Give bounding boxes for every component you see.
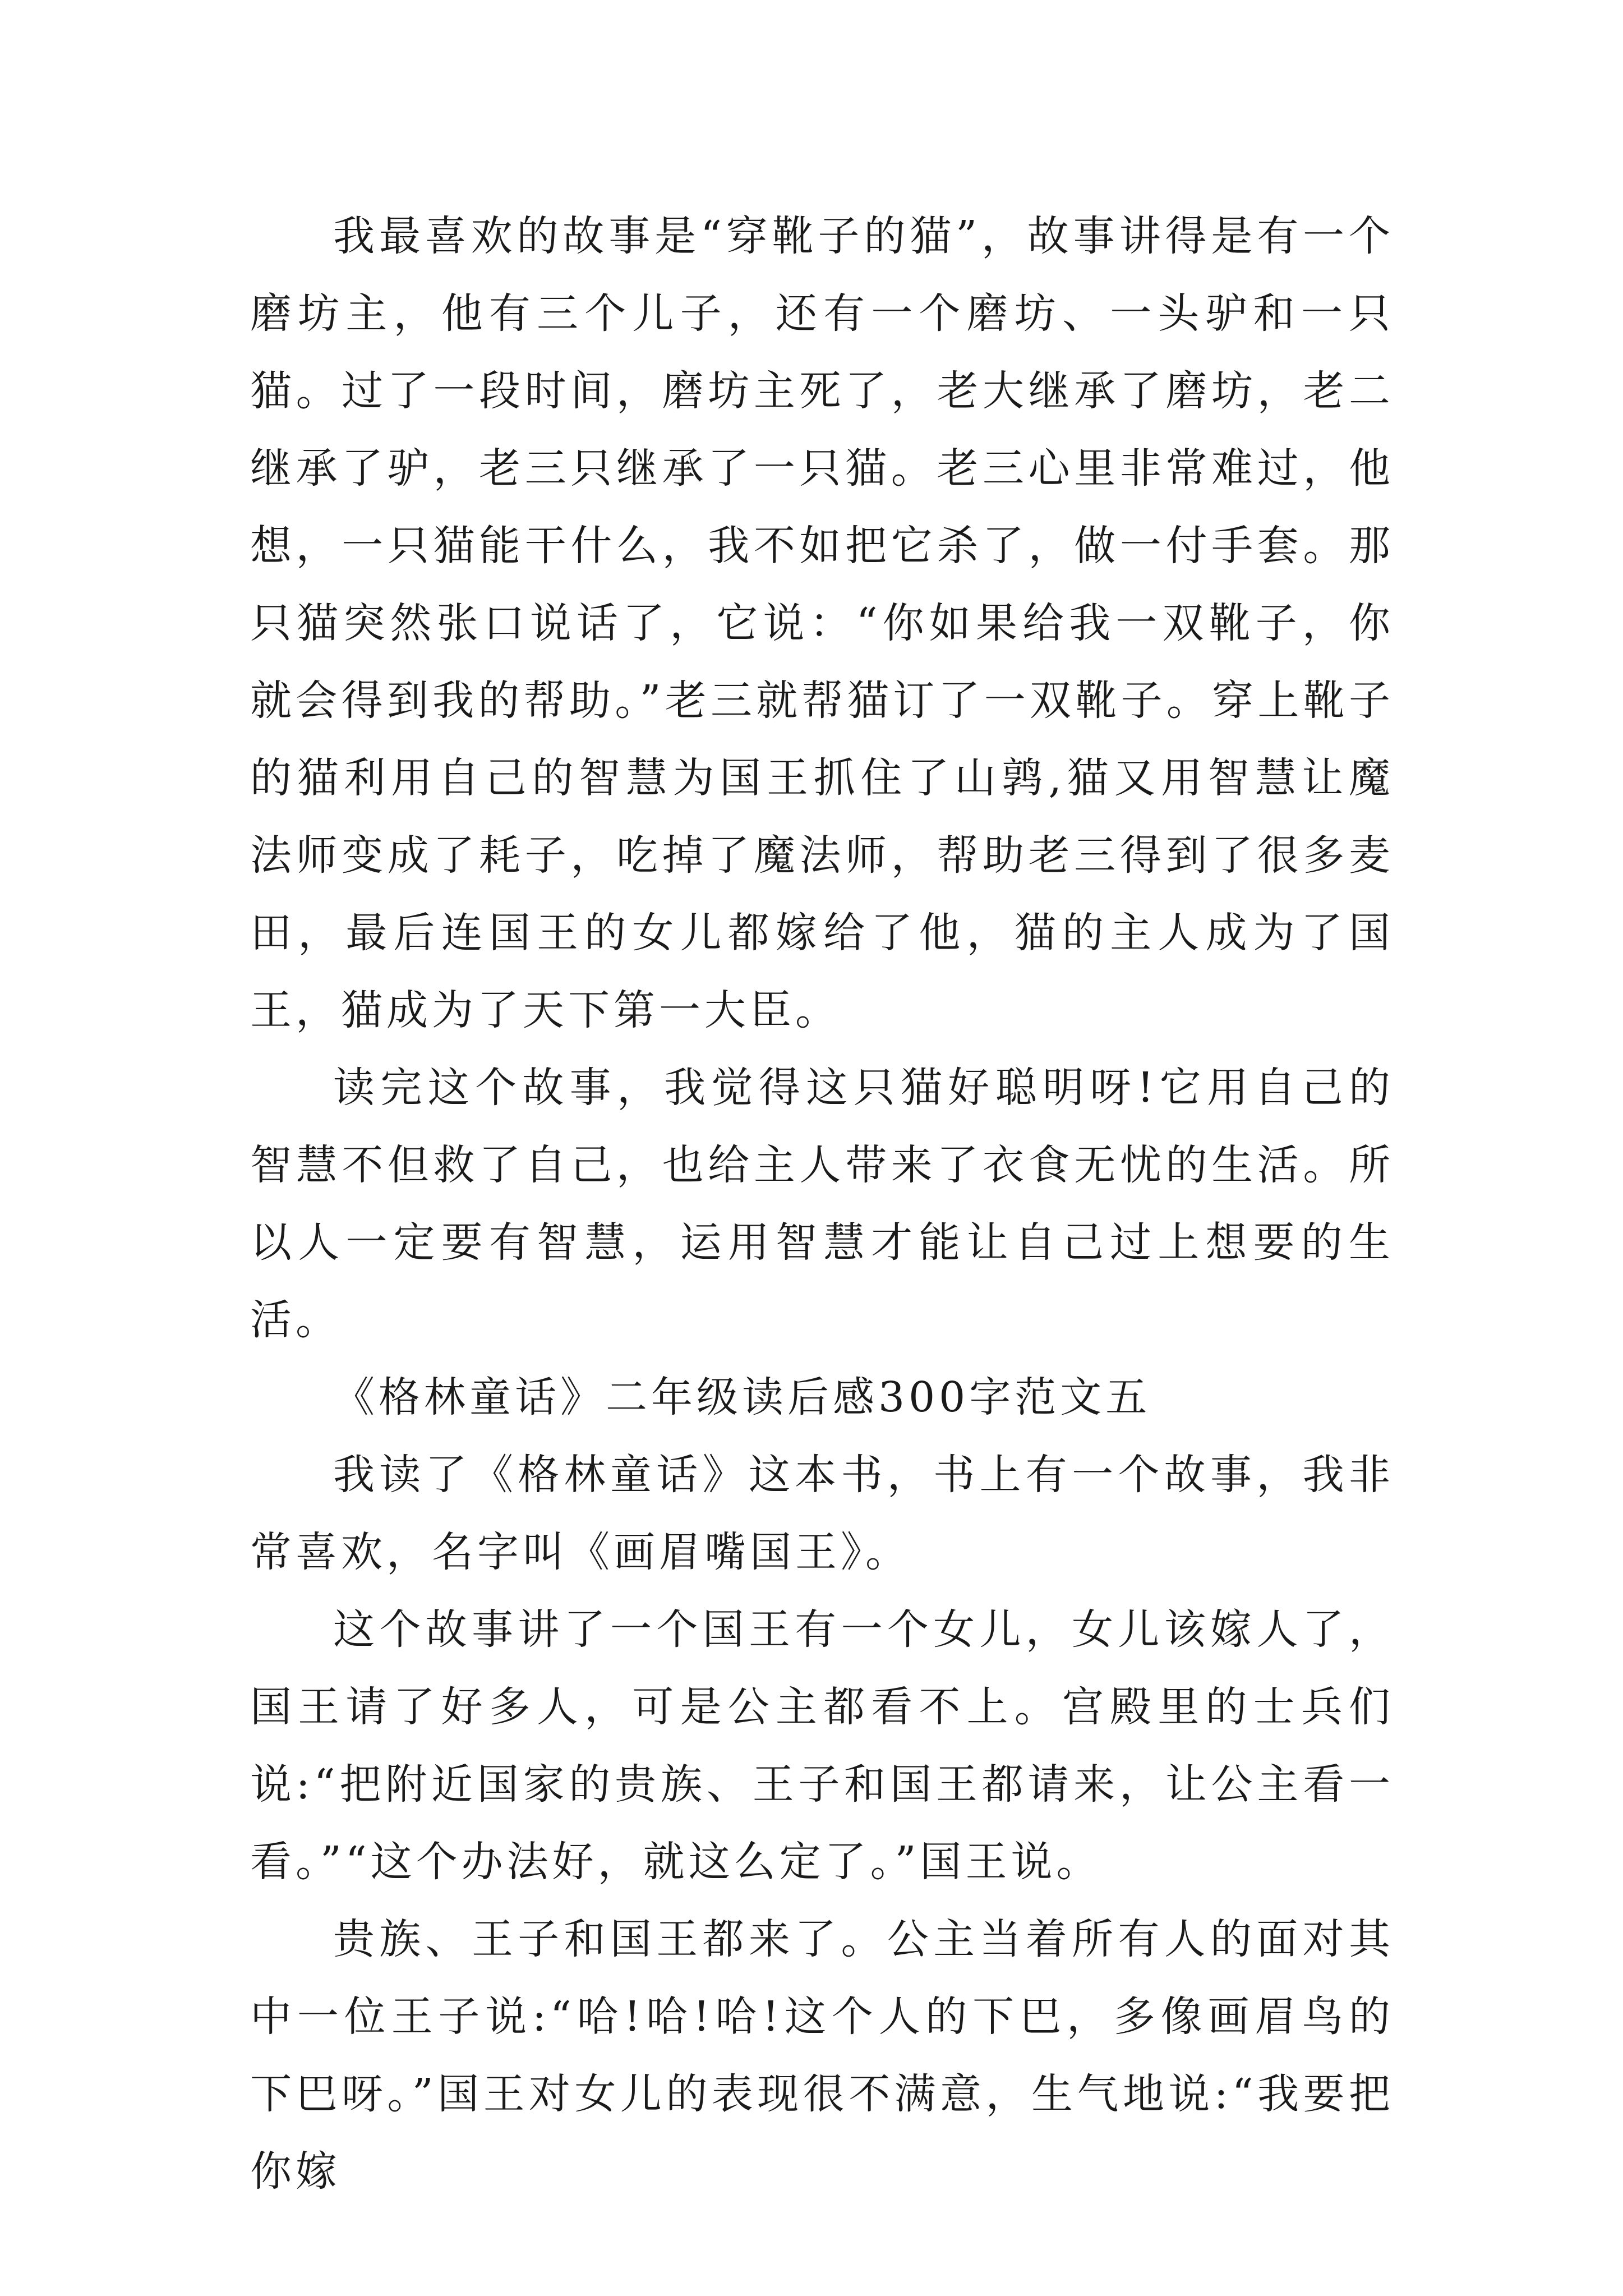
story-continued-paragraph: 贵族、王子和国王都来了。公主当着所有人的面对其中一位王子说:“哈!哈!哈!这个人的下巴，多像画眉鸟的下巴呀。”国王对女儿的表现很不满意，生气地说:“我要把你嫁	[250, 1915, 1394, 2196]
intro-paragraph: 我读了《格林童话》这本书，书上有一个故事，我非常喜欢，名字叫《画眉嘴国王》。	[250, 1451, 1394, 1576]
story-paragraph: 这个故事讲了一个国王有一个女儿，女儿该嫁人了，国王请了好多人，可是公主都看不上。宫殿里的士兵们说:“把附近国家的贵族、王子和国王都请来，让公主看一看。”“这个办法好，就这么定了。”国王说。	[250, 1605, 1394, 1886]
story-summary-paragraph: 我最喜欢的故事是“穿靴子的猫”，故事讲得是有一个磨坊主，他有三个儿子，还有一个磨坊、一头驴和一只猫。过了一段时间，磨坊主死了，老大继承了磨坊，老二继承了驴，老三只继承了一只猫。老三心里非常难过，他想，一只猫能干什么，我不如把它杀了，做一付手套。那只猫突然张口说话了，它说：“你如果给我一双靴子，你就会得到我的帮助。”老三就帮猫订了一双靴子。穿上靴子的猫利用自己的智慧为国王抓住了山鹑,猫又用智慧让魔法师变成了耗子，吃掉了魔法师，帮助老三得到了很多麦田，最后连国王的女儿都嫁给了他，猫的主人成为了国王，猫成为了天下第一大臣。	[250, 212, 1394, 1034]
section-heading: 《格林童话》二年级读后感300字范文五	[333, 1373, 1151, 1421]
document-body	[250, 197, 1394, 2210]
reflection-paragraph: 读完这个故事，我觉得这只猫好聪明呀!它用自己的智慧不但救了自己，也给主人带来了衣食无忧的生活。所以人一定要有智慧，运用智慧才能让自己过上想要的生活。	[250, 1064, 1394, 1344]
